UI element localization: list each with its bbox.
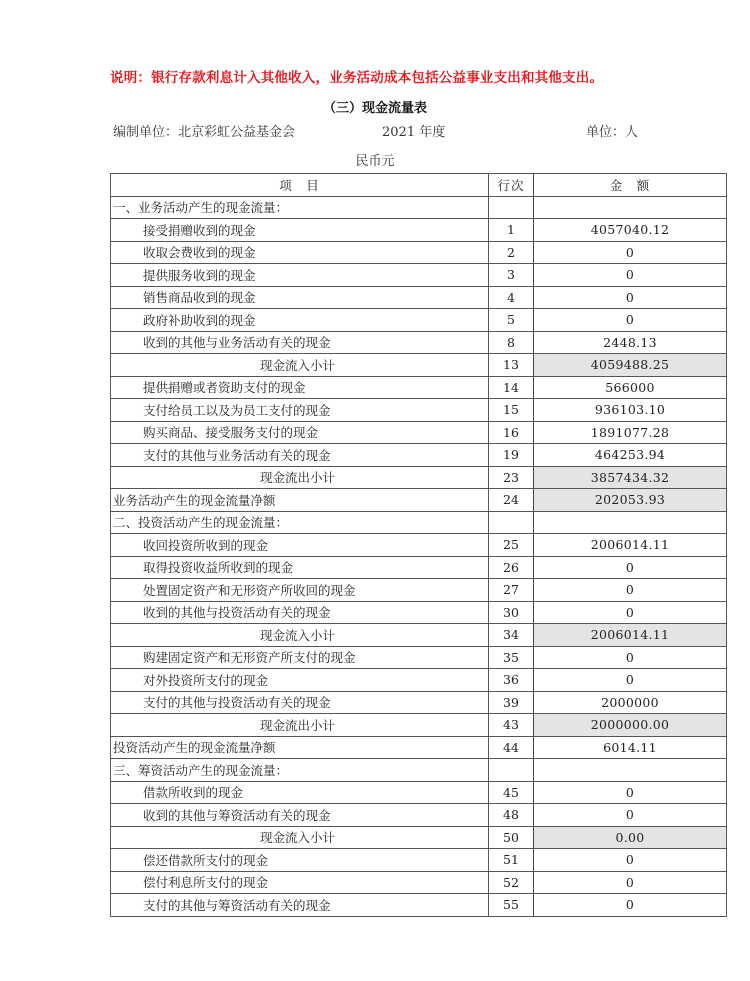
- row-amount: 936103.10: [534, 399, 727, 422]
- row-line-number: 35: [489, 646, 534, 669]
- row-item-label: 投资活动产生的现金流量净额: [111, 736, 489, 759]
- row-amount: 0.00: [534, 826, 727, 849]
- row-amount: 0: [534, 556, 727, 579]
- row-amount: 0: [534, 849, 727, 872]
- row-item-label: 三、筹资活动产生的现金流量：: [111, 759, 489, 782]
- row-line-number: 8: [489, 331, 534, 354]
- row-amount: 0: [534, 804, 727, 827]
- row-line-number: 1: [489, 219, 534, 242]
- header-amount: 金 额: [534, 174, 727, 197]
- row-item-label: 二、投资活动产生的现金流量：: [111, 511, 489, 534]
- row-item-label: 取得投资收益所收到的现金: [111, 556, 489, 579]
- row-item-label: 销售商品收到的现金: [111, 286, 489, 309]
- row-line-number: [489, 759, 534, 782]
- table-row-detail: [111, 241, 727, 264]
- table-row-subtotal: [111, 826, 727, 849]
- row-line-number: 5: [489, 309, 534, 332]
- row-amount: 566000: [534, 376, 727, 399]
- row-line-number: 2: [489, 241, 534, 264]
- cash-flow-table: [110, 173, 727, 917]
- table-body: [111, 196, 727, 916]
- row-amount: 0: [534, 286, 727, 309]
- row-item-label: 购买商品、接受服务支付的现金: [111, 421, 489, 444]
- row-item-label: 支付的其他与投资活动有关的现金: [111, 691, 489, 714]
- row-amount: 0: [534, 309, 727, 332]
- row-line-number: 51: [489, 849, 534, 872]
- row-line-number: 34: [489, 624, 534, 647]
- table-row-section: [111, 196, 727, 219]
- row-item-label: 收回投资所收到的现金: [111, 534, 489, 557]
- row-item-label: 现金流出小计: [111, 714, 489, 737]
- row-item-label: 提供服务收到的现金: [111, 264, 489, 287]
- row-amount: 1891077.28: [534, 421, 727, 444]
- row-item-label: 购建固定资产和无形资产所支付的现金: [111, 646, 489, 669]
- table-row-subtotal: [111, 354, 727, 377]
- row-item-label: 提供捐赠或者资助支付的现金: [111, 376, 489, 399]
- row-line-number: 55: [489, 894, 534, 917]
- row-line-number: [489, 196, 534, 219]
- row-amount: 2448.13: [534, 331, 727, 354]
- row-item-label: 现金流入小计: [111, 826, 489, 849]
- table-row-detail: [111, 444, 727, 467]
- table-row-detail: [111, 534, 727, 557]
- row-line-number: 50: [489, 826, 534, 849]
- row-item-label: 收到的其他与筹资活动有关的现金: [111, 804, 489, 827]
- row-line-number: 30: [489, 601, 534, 624]
- row-amount: 0: [534, 601, 727, 624]
- row-line-number: 4: [489, 286, 534, 309]
- currency-unit-continuation: 民币元: [355, 154, 395, 169]
- row-line-number: 19: [489, 444, 534, 467]
- row-amount: 2000000.00: [534, 714, 727, 737]
- row-item-label: 政府补助收到的现金: [111, 309, 489, 332]
- row-item-label: 借款所收到的现金: [111, 781, 489, 804]
- row-line-number: 36: [489, 669, 534, 692]
- row-line-number: 45: [489, 781, 534, 804]
- table-row-detail: [111, 804, 727, 827]
- row-amount: 2000000: [534, 691, 727, 714]
- row-item-label: 一、业务活动产生的现金流量：: [111, 196, 489, 219]
- table-row-detail: [111, 601, 727, 624]
- row-item-label: 收到的其他与业务活动有关的现金: [111, 331, 489, 354]
- row-item-label: 收取会费收到的现金: [111, 241, 489, 264]
- row-line-number: 23: [489, 466, 534, 489]
- table-row-detail: [111, 286, 727, 309]
- row-amount: 464253.94: [534, 444, 727, 467]
- header-item: 项 目: [111, 174, 489, 197]
- row-item-label: 现金流出小计: [111, 466, 489, 489]
- row-item-label: 偿还借款所支付的现金: [111, 849, 489, 872]
- table-row-subtotal: [111, 624, 727, 647]
- row-line-number: 16: [489, 421, 534, 444]
- row-item-label: 接受捐赠收到的现金: [111, 219, 489, 242]
- row-item-label: 处置固定资产和无形资产所收回的现金: [111, 579, 489, 602]
- row-amount: [534, 511, 727, 534]
- table-row-detail: [111, 579, 727, 602]
- row-item-label: 现金流入小计: [111, 624, 489, 647]
- row-line-number: 43: [489, 714, 534, 737]
- header-line-number: 行次: [489, 174, 534, 197]
- table-row-section: [111, 511, 727, 534]
- row-item-label: 支付给员工以及为员工支付的现金: [111, 399, 489, 422]
- row-line-number: 14: [489, 376, 534, 399]
- table-row-detail: [111, 646, 727, 669]
- row-amount: 2006014.11: [534, 534, 727, 557]
- row-line-number: [489, 511, 534, 534]
- table-row-detail: [111, 669, 727, 692]
- preparing-organization: 编制单位：北京彩虹公益基金会: [113, 125, 296, 140]
- table-row-detail: [111, 556, 727, 579]
- table-row-detail: [111, 871, 727, 894]
- row-amount: 4057040.12: [534, 219, 727, 242]
- row-line-number: 44: [489, 736, 534, 759]
- row-amount: 0: [534, 871, 727, 894]
- row-line-number: 48: [489, 804, 534, 827]
- row-line-number: 39: [489, 691, 534, 714]
- row-amount: [534, 196, 727, 219]
- table-row-section: [111, 759, 727, 782]
- table-row-detail: [111, 309, 727, 332]
- table-row-detail: [111, 781, 727, 804]
- table-row-detail: [111, 399, 727, 422]
- currency-unit-label: 单位：人: [586, 125, 639, 140]
- row-line-number: 52: [489, 871, 534, 894]
- table-row-detail: [111, 849, 727, 872]
- row-amount: 0: [534, 894, 727, 917]
- row-amount: 6014.11: [534, 736, 727, 759]
- row-line-number: 3: [489, 264, 534, 287]
- table-row-net: [111, 736, 727, 759]
- row-line-number: 25: [489, 534, 534, 557]
- table-row-detail: [111, 264, 727, 287]
- row-amount: [534, 759, 727, 782]
- row-item-label: 支付的其他与业务活动有关的现金: [111, 444, 489, 467]
- row-amount: 0: [534, 579, 727, 602]
- fiscal-year: 2021 年度: [382, 125, 446, 140]
- row-item-label: 支付的其他与筹资活动有关的现金: [111, 894, 489, 917]
- row-amount: 3857434.32: [534, 466, 727, 489]
- row-item-label: 收到的其他与投资活动有关的现金: [111, 601, 489, 624]
- row-line-number: 24: [489, 489, 534, 512]
- table-row-subtotal: [111, 714, 727, 737]
- table-row-detail: [111, 376, 727, 399]
- table-row-detail: [111, 331, 727, 354]
- statement-title: （三）现金流量表: [322, 101, 427, 116]
- row-item-label: 偿付利息所支付的现金: [111, 871, 489, 894]
- row-amount: 2006014.11: [534, 624, 727, 647]
- row-line-number: 26: [489, 556, 534, 579]
- row-amount: 0: [534, 669, 727, 692]
- table-row-detail: [111, 894, 727, 917]
- row-line-number: 13: [489, 354, 534, 377]
- row-item-label: 现金流入小计: [111, 354, 489, 377]
- table-row-detail: [111, 421, 727, 444]
- row-item-label: 对外投资所支付的现金: [111, 669, 489, 692]
- row-amount: 0: [534, 264, 727, 287]
- row-line-number: 15: [489, 399, 534, 422]
- row-amount: 202053.93: [534, 489, 727, 512]
- explanatory-note: 说明：银行存款利息计入其他收入，业务活动成本包括公益事业支出和其他支出。: [110, 70, 604, 86]
- row-line-number: 27: [489, 579, 534, 602]
- row-amount: 4059488.25: [534, 354, 727, 377]
- row-amount: 0: [534, 646, 727, 669]
- row-amount: 0: [534, 241, 727, 264]
- table-row-subtotal: [111, 466, 727, 489]
- table-row-detail: [111, 219, 727, 242]
- row-amount: 0: [534, 781, 727, 804]
- table-header-row: [111, 174, 727, 197]
- table-row-detail: [111, 691, 727, 714]
- row-item-label: 业务活动产生的现金流量净额: [111, 489, 489, 512]
- table-row-net: [111, 489, 727, 512]
